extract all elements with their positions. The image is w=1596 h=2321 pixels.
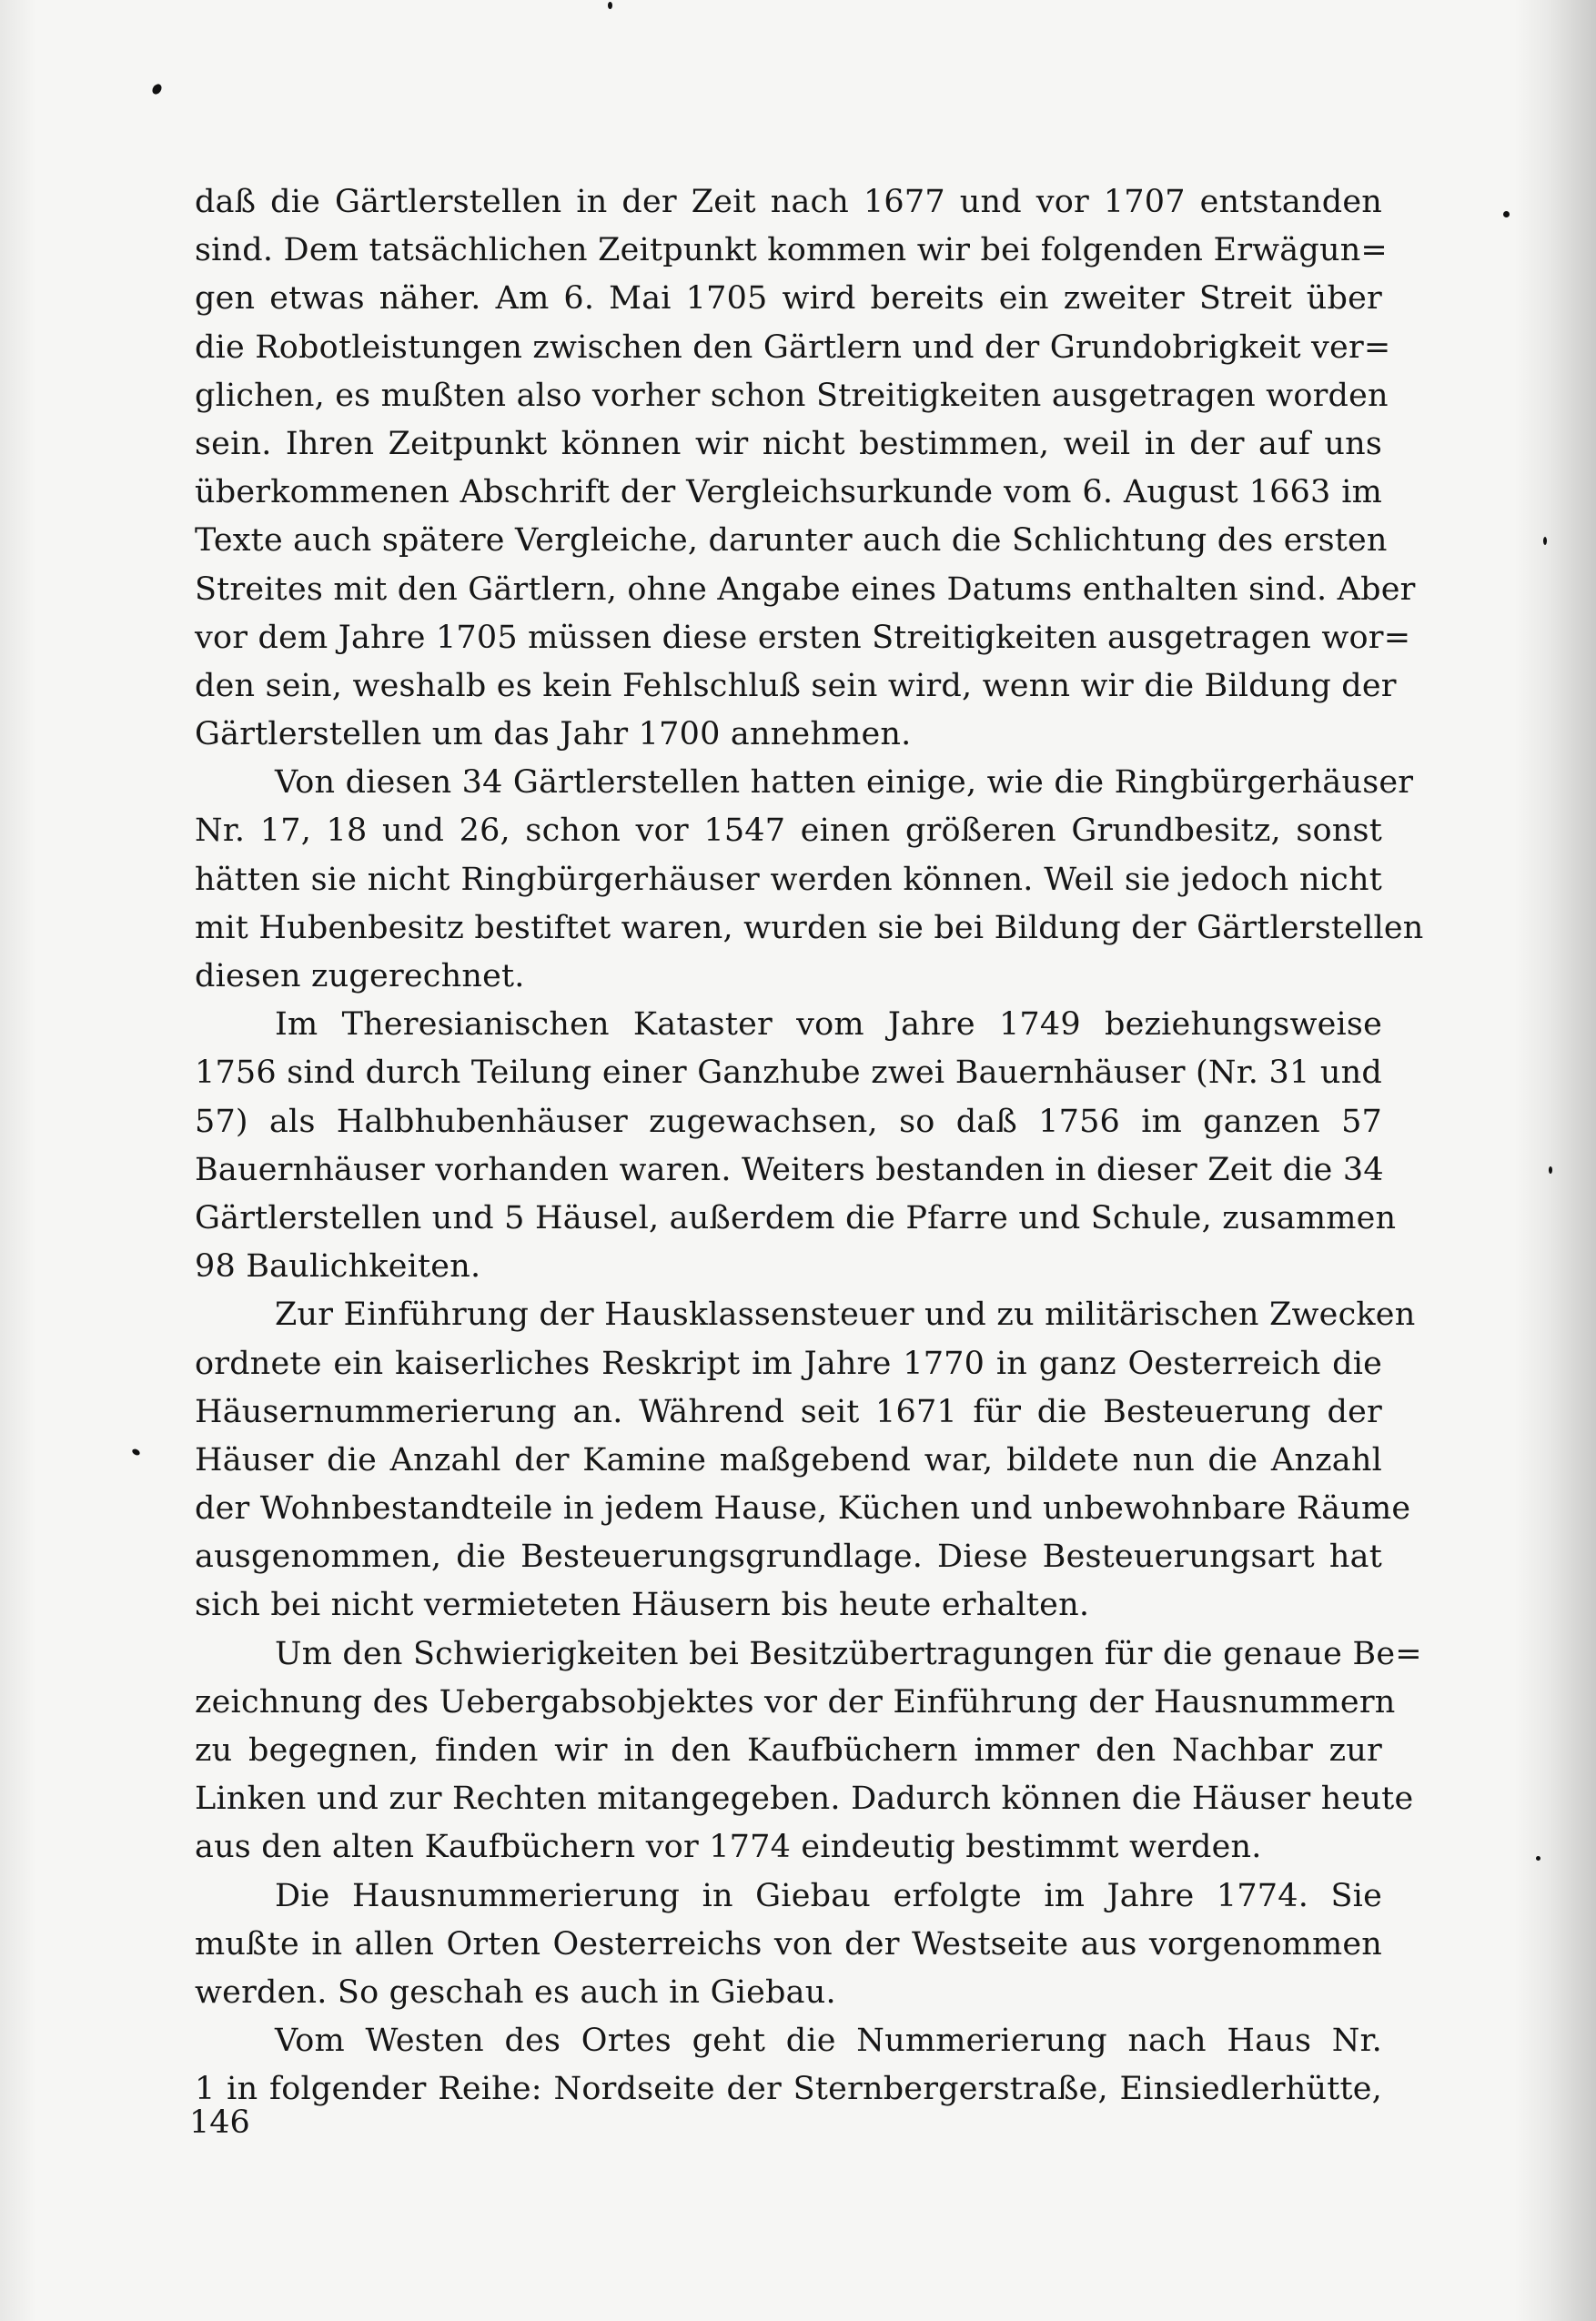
ink-mark (1503, 211, 1510, 217)
page-left-shadow (0, 0, 36, 2321)
text-line: 98 Baulichkeiten. (195, 1248, 481, 1286)
text-line: glichen, es mußten also vorher schon Streitigkeiten ausgetragen worden (195, 377, 1389, 414)
text-line: 1756 sind durch Teilung einer Ganzhube zwei Bauernhäuser (Nr. 31 und (195, 1055, 1382, 1092)
text-line: Streites mit den Gärtlern, ohne Angabe eines Datums enthalten sind. Aber (195, 570, 1416, 608)
text-line: 1 in folgender Reihe: Nordseite der Sternbergerstraße, Einsiedlerhütte, (195, 2071, 1382, 2108)
text-line: 57) als Halbhubenhäuser zugewachsen, so daß 1756 im ganzen 57 (195, 1103, 1382, 1140)
text-line: überkommenen Abschrift der Vergleichsurkunde vom 6. August 1663 im (195, 474, 1382, 511)
paragraph-first-line: Von diesen 34 Gärtlerstellen hatten einige, wie die Ringbürgerhäuser (275, 764, 1414, 802)
ink-mark (1549, 1166, 1552, 1174)
paragraph-first-line: Im Theresianischen Kataster vom Jahre 1749 beziehungsweise (275, 1006, 1382, 1044)
ink-mark (608, 2, 612, 9)
paragraph-first-line: Um den Schwierigkeiten bei Besitzübertragungen für die genaue Be= (275, 1635, 1422, 1672)
ink-mark (1543, 537, 1547, 545)
paragraph-first-line: Die Hausnummerierung in Giebau erfolgte im Jahre 1774. Sie (275, 1877, 1382, 1914)
text-line: aus den alten Kaufbüchern vor 1774 eindeutig bestimmt werden. (195, 1829, 1262, 1866)
ink-mark (150, 83, 163, 96)
text-line: ausgenommen, die Besteuerungsgrundlage. Diese Besteuerungsart hat (195, 1539, 1382, 1576)
text-line: Häuser die Anzahl der Kamine maßgebend war, bildete nun die Anzahl (195, 1441, 1382, 1478)
text-line: sind. Dem tatsächlichen Zeitpunkt kommen wir bei folgenden Erwägun= (195, 232, 1388, 269)
text-line: Gärtlerstellen um das Jahr 1700 annehmen. (195, 716, 912, 753)
ink-mark (1536, 1856, 1540, 1861)
text-line: Linken und zur Rechten mitangegeben. Dadurch können die Häuser heute (195, 1781, 1414, 1818)
page-number: 146 (189, 2104, 250, 2141)
body-text (195, 178, 1424, 2114)
text-line: Gärtlerstellen und 5 Häusel, außerdem die Pfarre und Schule, zusammen (195, 1199, 1397, 1236)
text-line: zeichnung des Uebergabsobjektes vor der Einführung der Hausnummern (195, 1683, 1396, 1721)
text-line: Texte auch spätere Vergleiche, darunter auch die Schlichtung des ersten (195, 522, 1388, 560)
text-line: zu begegnen, finden wir in den Kaufbüchern immer den Nachbar zur (195, 1732, 1382, 1769)
text-line: diesen zugerechnet. (195, 958, 525, 994)
paragraph-first-line: Vom Westen des Ortes geht die Nummerierung nach Haus Nr. (275, 2023, 1382, 2060)
text-line: gen etwas näher. Am 6. Mai 1705 wird bereits ein zweiter Streit über (195, 280, 1382, 318)
paragraph-first-line: Zur Einführung der Hausklassensteuer und zu militärischen Zwecken (275, 1297, 1416, 1334)
ink-mark (131, 1448, 141, 1457)
text-line: daß die Gärtlerstellen in der Zeit nach 1677 und vor 1707 entstanden (195, 184, 1382, 220)
text-line: vor dem Jahre 1705 müssen diese ersten Streitigkeiten ausgetragen wor= (195, 619, 1411, 656)
text-line: der Wohnbestandteile in jedem Hause, Küchen und unbewohnbare Räume (195, 1490, 1411, 1528)
text-line: Bauernhäuser vorhanden waren. Weiters bestanden in dieser Zeit die 34 (195, 1151, 1384, 1188)
text-line: mußte in allen Orten Oesterreichs von der Westseite aus vorgenommen (195, 1925, 1382, 1963)
text-line: die Robotleistungen zwischen den Gärtlern und der Grundobrigkeit ver= (195, 328, 1391, 366)
page-right-shadow (1514, 0, 1596, 2321)
text-line: mit Hubenbesitz bestiftet waren, wurden sie bei Bildung der Gärtlerstellen (195, 909, 1424, 946)
text-line: Häusernummerierung an. Während seit 1671 für die Besteuerung der (195, 1393, 1382, 1430)
text-line: sein. Ihren Zeitpunkt können wir nicht bestimmen, weil in der auf uns (195, 425, 1382, 462)
text-line: hätten sie nicht Ringbürgerhäuser werden können. Weil sie jedoch nicht (195, 861, 1382, 898)
text-line: Nr. 17, 18 und 26, schon vor 1547 einen größeren Grundbesitz, sonst (195, 812, 1382, 850)
text-line: den sein, weshalb es kein Fehlschluß sein wird, wenn wir die Bildung der (195, 667, 1397, 704)
text-line: werden. So geschah es auch in Giebau. (195, 1973, 836, 2011)
text-line: sich bei nicht vermieteten Häusern bis heute erhalten. (195, 1587, 1090, 1624)
text-line: ordnete ein kaiserliches Reskript im Jahre 1770 in ganz Oesterreich die (195, 1345, 1382, 1382)
